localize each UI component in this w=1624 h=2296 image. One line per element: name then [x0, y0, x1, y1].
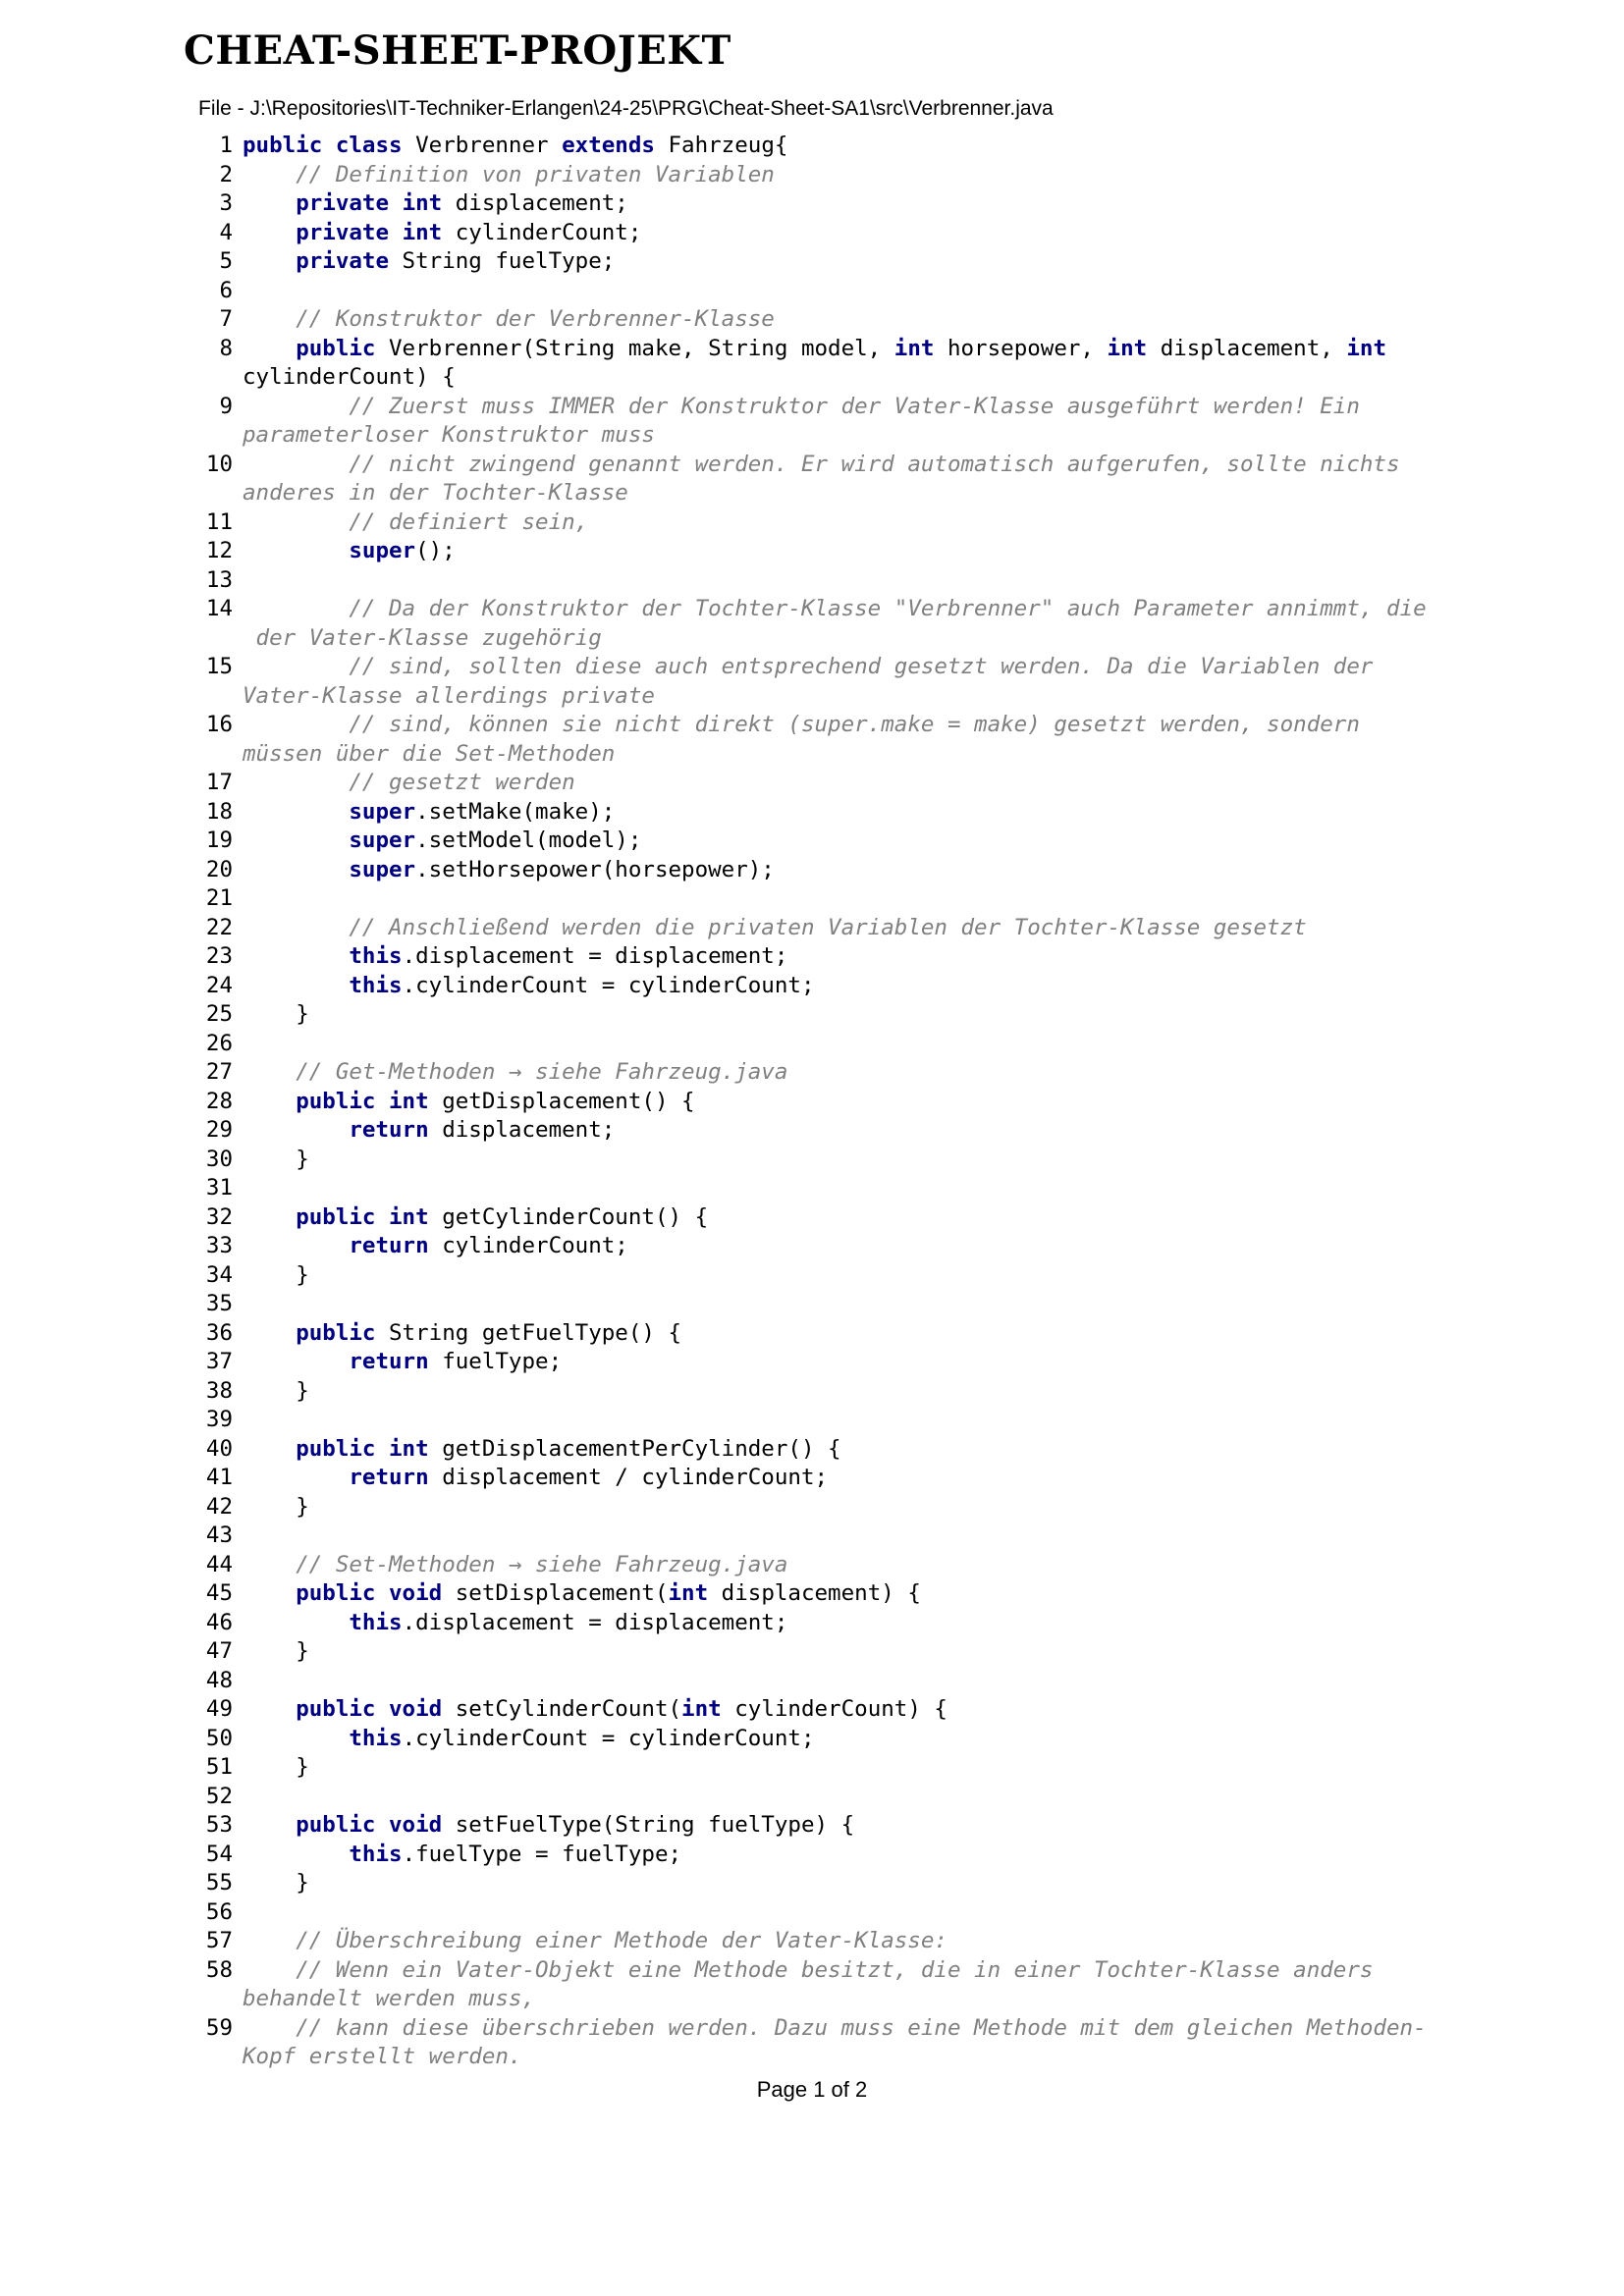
code-text: public void setFuelType(String fuelType) {: [296, 1812, 855, 1838]
line-number: 9: [219, 393, 233, 419]
code-line: [198, 1493, 1475, 1522]
code-line: [198, 2014, 1475, 2072]
code-line: [198, 508, 1475, 538]
line-number: 29: [205, 1117, 233, 1143]
code-line: [198, 1522, 1475, 1551]
code-text: super.setModel(model);: [349, 828, 642, 853]
code-text: this.cylinderCount = cylinderCount;: [349, 972, 815, 998]
line-number: 54: [205, 1841, 233, 1867]
line-number: 7: [219, 306, 233, 332]
line-number: 13: [205, 566, 233, 593]
code-text: [243, 1406, 1475, 1435]
code-line: [198, 1232, 1475, 1261]
line-number: 18: [205, 798, 233, 825]
code-line: [198, 451, 1475, 508]
code-line: [198, 537, 1475, 566]
code-text: return displacement / cylinderCount;: [349, 1465, 829, 1490]
line-number: 24: [205, 972, 233, 998]
code-line: [198, 335, 1475, 393]
code-line: [198, 1783, 1475, 1812]
line-number: 34: [205, 1261, 233, 1288]
code-line: [198, 1753, 1475, 1783]
code-line: [198, 1667, 1475, 1696]
code-line: [198, 1898, 1475, 1928]
line-number: 40: [205, 1435, 233, 1462]
code-line: [198, 1058, 1475, 1088]
code-line: [198, 856, 1475, 885]
code-text: public void setDisplacement(int displacement) {: [296, 1580, 921, 1606]
code-line: [198, 595, 1475, 653]
code-line: [198, 1464, 1475, 1493]
line-number: 38: [205, 1377, 233, 1404]
code-line: [198, 1637, 1475, 1667]
code-text: // sind, sollten diese auch entsprechend gesetzt werden. Da die Variablen der Vater-Klasse allerdings private: [243, 654, 1374, 709]
code-text: super.setMake(make);: [349, 798, 616, 825]
line-number: 27: [205, 1059, 233, 1085]
code-text: [243, 1667, 1475, 1696]
code-text: return cylinderCount;: [349, 1233, 628, 1258]
line-number: 41: [205, 1465, 233, 1490]
code-text: [243, 1174, 1475, 1203]
code-text: }: [243, 1754, 309, 1780]
code-line: [198, 1030, 1475, 1059]
code-line: [198, 1609, 1475, 1638]
code-text: // gesetzt werden: [349, 770, 575, 795]
code-text: public int getDisplacement() {: [296, 1088, 695, 1114]
line-number: 10: [205, 451, 233, 477]
line-number: 36: [205, 1319, 233, 1346]
code-text: // Überschreibung einer Methode der Vater-Klasse:: [296, 1928, 947, 1953]
code-line: [198, 1146, 1475, 1175]
code-line: [198, 132, 1475, 161]
code-listing: [198, 132, 1475, 2072]
line-number: 56: [205, 1898, 233, 1925]
code-line: [198, 1841, 1475, 1870]
code-line: [198, 1695, 1475, 1725]
line-number: 30: [205, 1146, 233, 1172]
code-text: }: [243, 1146, 309, 1172]
code-text: // Get-Methoden → siehe Fahrzeug.java: [296, 1059, 788, 1085]
code-text: return displacement;: [349, 1117, 616, 1143]
line-number: 22: [205, 914, 233, 940]
code-line: [198, 1579, 1475, 1609]
line-number: 39: [205, 1407, 233, 1432]
code-line: [198, 1811, 1475, 1841]
code-text: // Definition von privaten Variablen: [296, 161, 775, 187]
line-number: 23: [205, 943, 233, 969]
code-text: this.fuelType = fuelType;: [349, 1841, 682, 1867]
code-text: super();: [349, 538, 456, 563]
line-number: 5: [219, 248, 233, 274]
document-title: CHEAT-SHEET-PROJEKT: [184, 27, 731, 74]
code-line: [198, 942, 1475, 972]
code-text: private String fuelType;: [296, 248, 616, 274]
line-number: 16: [205, 712, 233, 737]
code-text: [243, 884, 1475, 914]
line-number: 25: [205, 1001, 233, 1027]
code-line: [198, 247, 1475, 277]
line-number: 11: [205, 508, 233, 535]
code-text: public String getFuelType() {: [296, 1319, 682, 1346]
line-number: 51: [205, 1754, 233, 1780]
line-number: 59: [205, 2014, 233, 2041]
code-line: [198, 1203, 1475, 1233]
code-line: [198, 914, 1475, 943]
line-number: 14: [205, 596, 233, 621]
line-number: 32: [205, 1203, 233, 1230]
code-line: [198, 653, 1475, 711]
code-line: [198, 189, 1475, 219]
code-text: // sind, können sie nicht direkt (super.make = make) gesetzt werden, sondern müssen über die Set-Methoden: [243, 712, 1360, 767]
line-number: 2: [219, 161, 233, 187]
line-number: 45: [205, 1580, 233, 1606]
code-line: [198, 1725, 1475, 1754]
code-text: public class Verbrenner extends Fahrzeug{: [243, 133, 788, 158]
line-number: 8: [219, 335, 233, 361]
code-line: [198, 827, 1475, 856]
line-number: 57: [205, 1928, 233, 1953]
code-text: private int cylinderCount;: [296, 219, 642, 245]
line-number: 53: [205, 1812, 233, 1838]
line-number: 47: [205, 1638, 233, 1664]
code-line: [198, 305, 1475, 335]
page-number: Page 1 of 2: [756, 2077, 868, 2102]
code-text: [243, 1030, 1475, 1059]
line-number: 48: [205, 1667, 233, 1693]
line-number: 6: [219, 277, 233, 303]
code-text: }: [243, 1001, 309, 1027]
line-number: 37: [205, 1349, 233, 1374]
code-text: return fuelType;: [349, 1349, 563, 1374]
code-text: // Wenn ein Vater-Objekt eine Methode besitzt, die in einer Tochter-Klasse anders behandelt werden muss,: [243, 1956, 1374, 2011]
file-path: File - J:\Repositories\IT-Techniker-Erlangen\24-25\PRG\Cheat-Sheet-SA1\src\Verbrenner.java: [198, 97, 1054, 120]
line-number: 44: [205, 1551, 233, 1577]
code-text: // Zuerst muss IMMER der Konstruktor der Vater-Klasse ausgeführt werden! Ein parameterloser Konstruktor muss: [243, 393, 1360, 448]
code-line: [198, 1290, 1475, 1319]
code-line: [198, 161, 1475, 190]
line-number: 19: [205, 828, 233, 853]
code-text: this.cylinderCount = cylinderCount;: [349, 1725, 815, 1751]
line-number: 35: [205, 1291, 233, 1316]
line-number: 55: [205, 1870, 233, 1896]
code-line: [198, 972, 1475, 1001]
code-text: this.displacement = displacement;: [349, 1609, 788, 1635]
code-text: }: [243, 1377, 309, 1404]
code-line: [198, 1406, 1475, 1435]
line-number: 50: [205, 1725, 233, 1751]
code-text: // Set-Methoden → siehe Fahrzeug.java: [296, 1551, 788, 1577]
code-text: [243, 1290, 1475, 1319]
code-text: super.setHorsepower(horsepower);: [349, 856, 775, 882]
code-line: [198, 1174, 1475, 1203]
code-text: }: [243, 1870, 309, 1896]
code-text: public Verbrenner(String make, String model, int horsepower, int displacement, int cylinderCount) {: [243, 335, 1387, 390]
line-number: 15: [205, 654, 233, 679]
code-text: public int getDisplacementPerCylinder() {: [296, 1435, 841, 1462]
code-line: [198, 1869, 1475, 1898]
code-text: // definiert sein,: [349, 508, 589, 535]
code-line: [198, 798, 1475, 828]
code-line: [198, 1000, 1475, 1030]
line-number: 33: [205, 1233, 233, 1258]
code-text: public int getCylinderCount() {: [296, 1203, 709, 1230]
code-line: [198, 393, 1475, 451]
code-line: [198, 1551, 1475, 1580]
code-text: // Da der Konstruktor der Tochter-Klasse "Verbrenner" auch Parameter annimmt, die der Vater-Klasse zugehörig: [255, 596, 1427, 651]
code-line: [198, 1348, 1475, 1377]
line-number: 20: [205, 856, 233, 882]
code-line: [198, 1435, 1475, 1465]
code-line: [198, 1088, 1475, 1117]
code-line: [198, 769, 1475, 798]
code-line: [198, 1261, 1475, 1291]
line-number: 58: [205, 1956, 233, 1983]
code-text: [243, 1783, 1475, 1812]
line-number: 52: [205, 1783, 233, 1809]
code-line: [198, 1377, 1475, 1407]
code-line: [198, 1116, 1475, 1146]
line-number: 26: [205, 1030, 233, 1056]
code-line: [198, 711, 1475, 769]
code-text: }: [243, 1261, 309, 1288]
code-text: this.displacement = displacement;: [349, 943, 788, 969]
code-line: [198, 1319, 1475, 1349]
code-line: [198, 219, 1475, 248]
code-text: [243, 1898, 1475, 1928]
code-text: // Konstruktor der Verbrenner-Klasse: [296, 306, 775, 332]
code-text: }: [243, 1493, 309, 1520]
code-text: [243, 566, 1475, 596]
line-number: 43: [205, 1522, 233, 1548]
code-text: // kann diese überschrieben werden. Dazu muss eine Methode mit dem gleichen Methoden- Kopf erstellt werden.: [243, 2014, 1427, 2069]
code-text: private int displacement;: [296, 190, 628, 216]
line-number: 46: [205, 1609, 233, 1635]
line-number: 28: [205, 1088, 233, 1114]
code-line: [198, 1927, 1475, 1956]
code-text: [243, 277, 1475, 306]
line-number: 21: [205, 885, 233, 911]
line-number: 42: [205, 1493, 233, 1520]
code-line: [198, 884, 1475, 914]
line-number: 1: [219, 133, 233, 158]
line-number: 31: [205, 1175, 233, 1201]
code-text: public void setCylinderCount(int cylinderCount) {: [296, 1696, 947, 1722]
code-text: // nicht zwingend genannt werden. Er wird automatisch aufgerufen, sollte nichts anderes in der Tochter-Klasse: [243, 451, 1400, 506]
code-line: [198, 1956, 1475, 2014]
line-number: 3: [219, 190, 233, 216]
code-line: [198, 277, 1475, 306]
code-text: }: [243, 1638, 309, 1664]
line-number: 12: [205, 538, 233, 563]
line-number: 17: [205, 770, 233, 795]
code-text: [243, 1522, 1475, 1551]
code-text: // Anschließend werden die privaten Variablen der Tochter-Klasse gesetzt: [349, 914, 1307, 940]
line-number: 49: [205, 1696, 233, 1722]
line-number: 4: [219, 219, 233, 245]
code-line: [198, 566, 1475, 596]
